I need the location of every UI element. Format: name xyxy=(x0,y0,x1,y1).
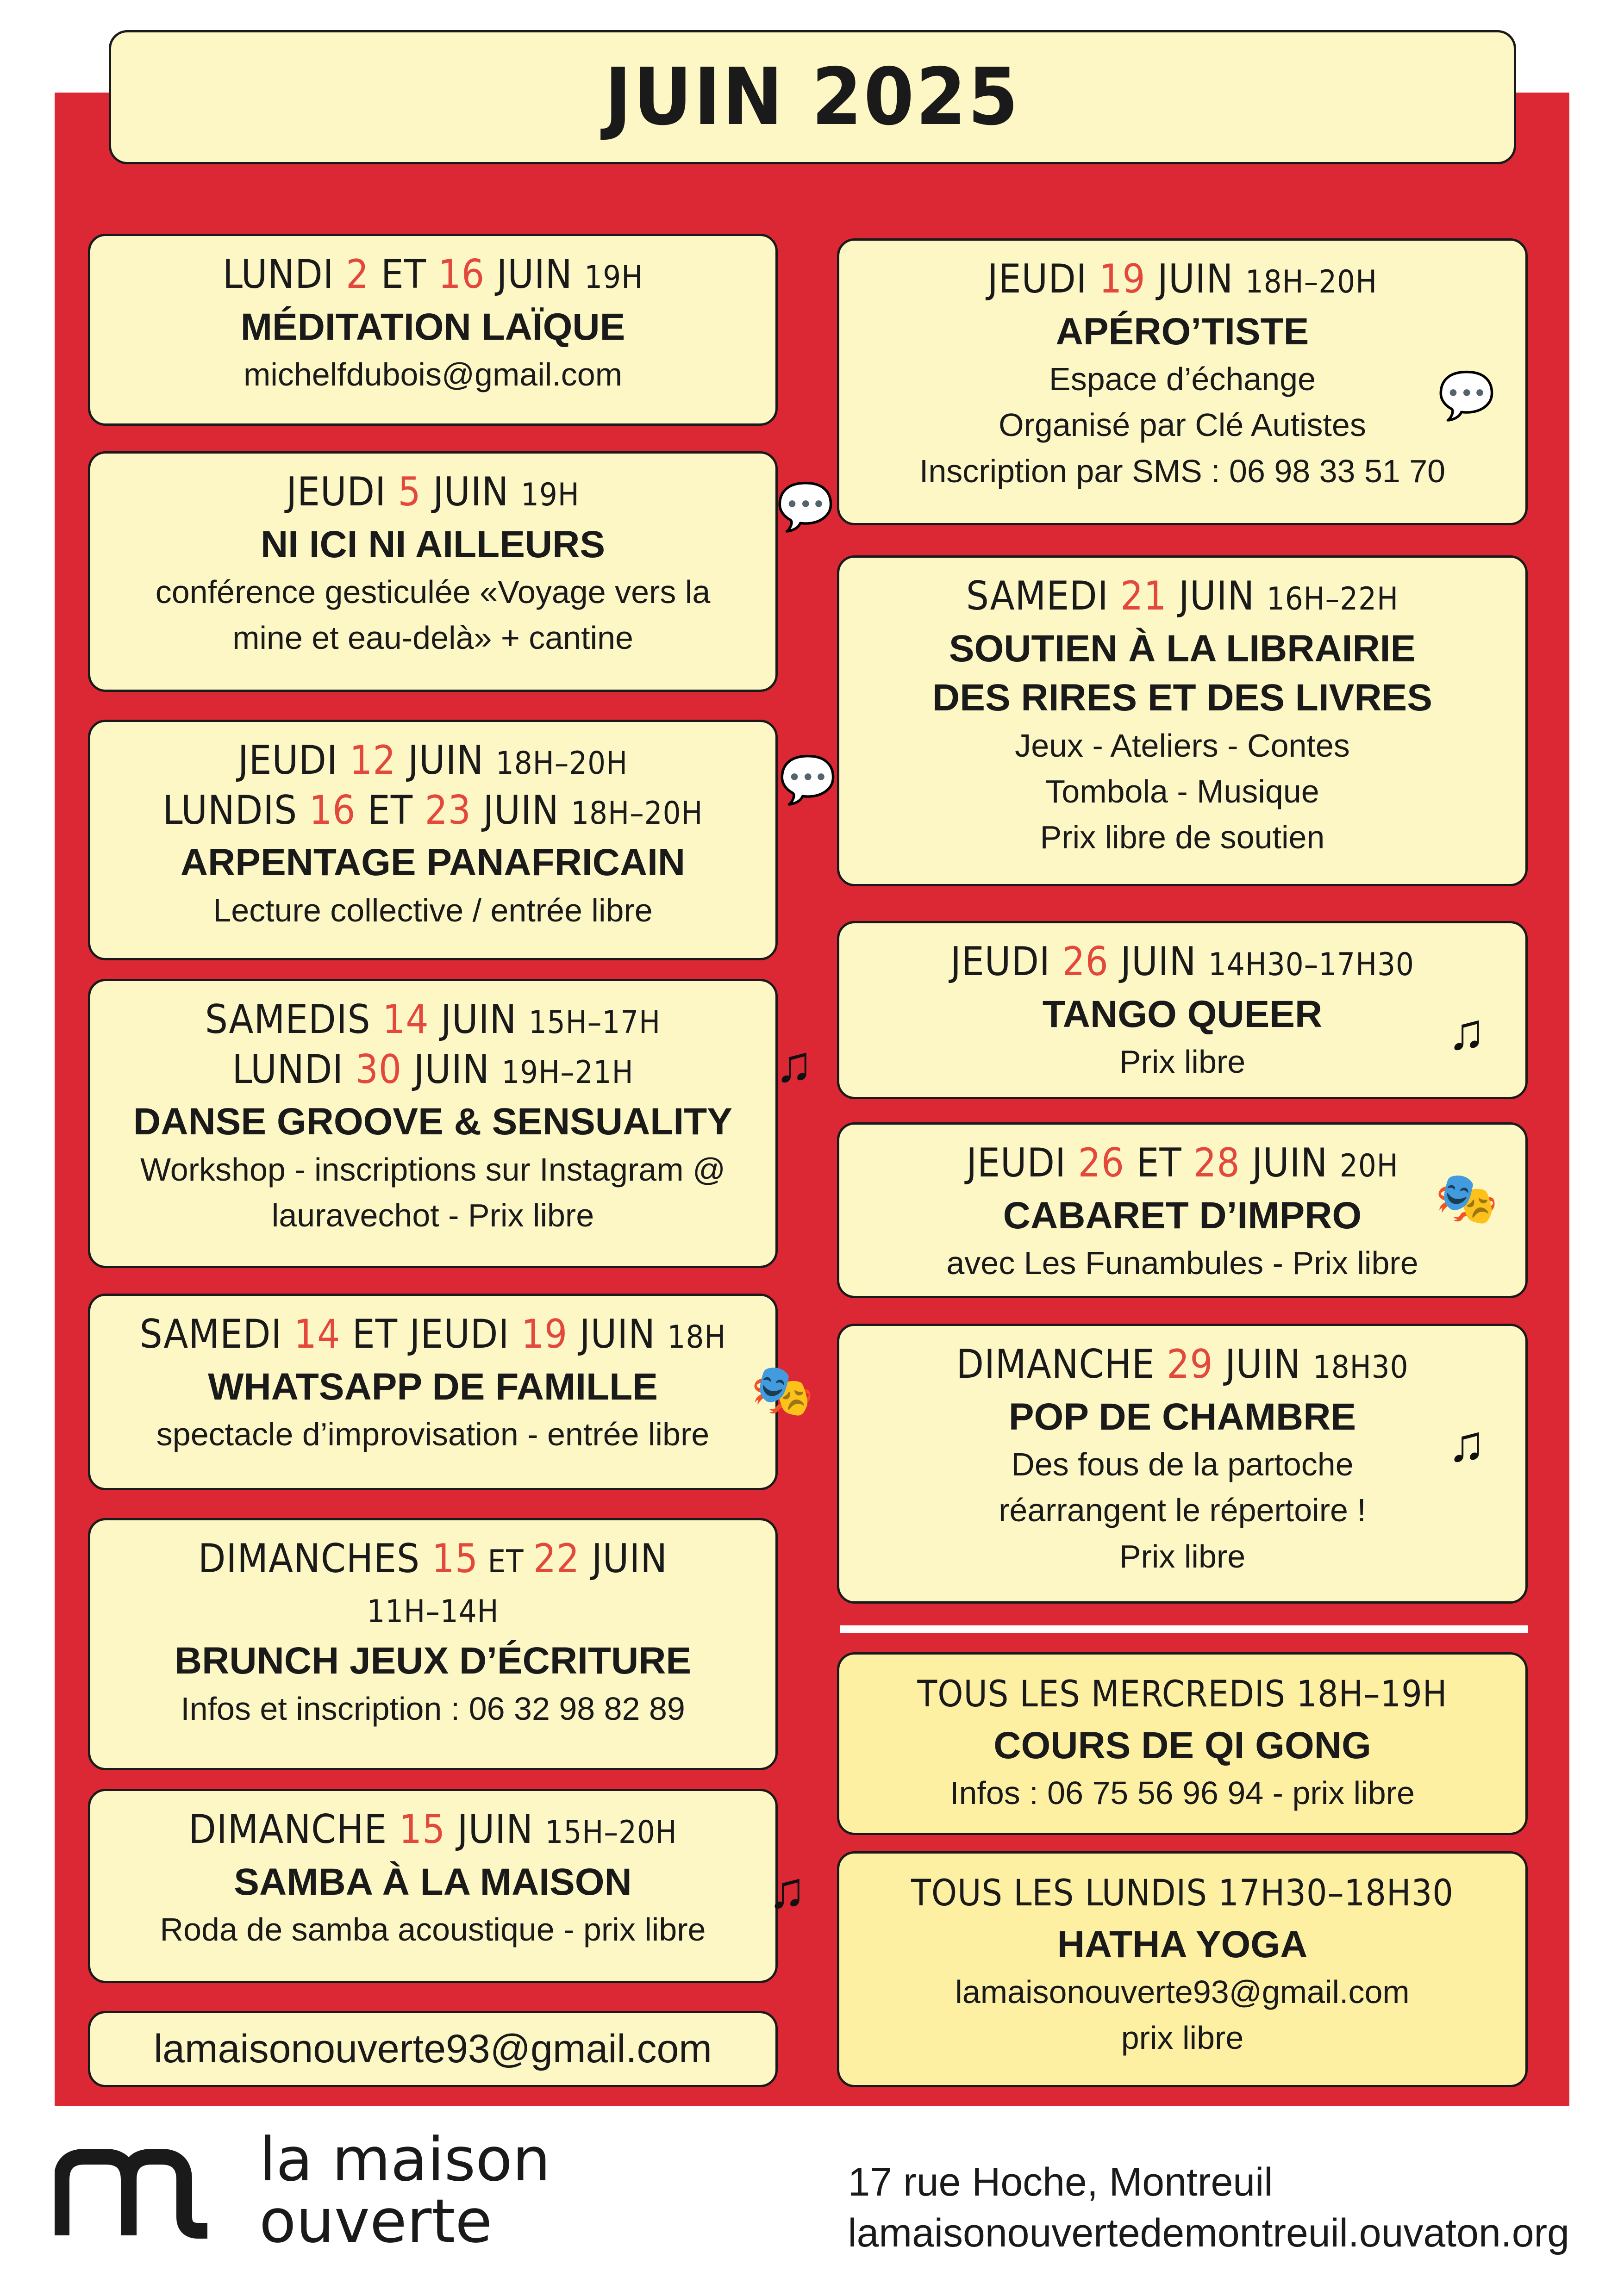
event-name: NI ICI NI AILLEURS xyxy=(260,523,606,566)
event-detail: Infos et inscription : 06 32 98 82 89 xyxy=(181,1690,685,1727)
date-text: JUIN xyxy=(485,251,585,298)
date-text: DIMANCHES xyxy=(198,1536,432,1582)
event-date xyxy=(839,1139,1525,1188)
brand-name xyxy=(259,2124,551,2256)
brand-line-1: la maison xyxy=(259,2124,551,2195)
event-name-line-2: DES RIRES ET DES LIVRES xyxy=(932,677,1432,719)
date-text: JEUDI xyxy=(987,256,1099,302)
date-number: 23 xyxy=(425,787,471,834)
date-text: JUIN xyxy=(402,1046,502,1093)
date-text: JUIN xyxy=(445,1806,545,1853)
music-icon: ♫ xyxy=(775,1036,813,1093)
event-detail: réarrangent le répertoire ! xyxy=(999,1492,1366,1529)
event-card xyxy=(837,1851,1528,2087)
date-text: SAMEDIS xyxy=(205,996,383,1043)
event-detail: conférence gesticulée «Voyage vers la xyxy=(155,574,711,610)
date-text: TOUS LES MERCREDIS 18H–19H xyxy=(917,1674,1448,1715)
date-number: 19 xyxy=(1099,256,1146,302)
event-card xyxy=(88,1294,814,1490)
event-time: 18H–20H xyxy=(571,795,703,832)
event-date xyxy=(90,1045,775,1095)
date-number: 14 xyxy=(294,1311,341,1357)
event-name: CABARET D’IMPRO xyxy=(1003,1194,1362,1237)
date-text: JUIN xyxy=(1145,256,1245,302)
event-card xyxy=(837,1122,1528,1298)
date-text: JUIN xyxy=(568,1311,668,1357)
event-name: SAMBA À LA MAISON xyxy=(234,1860,632,1903)
event-time: 18H30 xyxy=(1312,1349,1409,1386)
event-detail: Jeux - Ateliers - Contes xyxy=(1015,727,1350,764)
address-block xyxy=(848,2157,1570,2259)
event-date xyxy=(839,1340,1525,1390)
event-time: 16H–22H xyxy=(1266,581,1399,617)
event-card xyxy=(837,1652,1528,1835)
date-text: LUNDI xyxy=(232,1046,356,1093)
date-number: 26 xyxy=(1062,939,1109,985)
date-number: 19 xyxy=(521,1311,568,1357)
event-card xyxy=(88,1518,778,1770)
date-text: SAMEDI xyxy=(966,573,1121,619)
title-banner xyxy=(109,30,1516,164)
event-detail: Infos : 06 75 56 96 94 - prix libre xyxy=(950,1775,1415,1811)
event-time: 19H xyxy=(584,259,643,296)
event-time: 14H30–17H30 xyxy=(1208,946,1414,983)
event-time: 15H–17H xyxy=(528,1004,661,1041)
event-detail: lauravechot - Prix libre xyxy=(271,1197,594,1233)
date-number: 15 xyxy=(431,1536,479,1582)
event-detail: prix libre xyxy=(1121,2020,1244,2056)
date-text: JEUDI xyxy=(966,1140,1078,1186)
event-name: HATHA YOGA xyxy=(1057,1923,1308,1966)
event-name: POP DE CHAMBRE xyxy=(1008,1395,1356,1438)
date-number: 26 xyxy=(1078,1140,1124,1186)
chat-icon: 💬 xyxy=(776,481,835,533)
event-date xyxy=(90,1805,775,1855)
street-address: 17 rue Hoche, Montreuil xyxy=(848,2160,1273,2204)
event-detail: Inscription par SMS : 06 98 33 51 70 xyxy=(919,453,1446,489)
event-name: TANGO QUEER xyxy=(1042,993,1323,1035)
event-time: 18H xyxy=(667,1319,726,1356)
event-time: 19H–21H xyxy=(501,1054,634,1091)
date-number: 5 xyxy=(398,469,421,515)
event-date xyxy=(839,1867,1525,1917)
event-detail: Tombola - Musique xyxy=(1045,773,1319,810)
date-text: TOUS LES LUNDIS 17H30–18H30 xyxy=(911,1873,1454,1914)
theater-masks-icon: 🎭 xyxy=(750,1362,814,1419)
event-date xyxy=(90,1310,775,1360)
event-card xyxy=(837,555,1528,886)
date-number: 21 xyxy=(1120,573,1167,619)
date-text: ET xyxy=(356,787,425,834)
chat-icon: 💬 xyxy=(779,754,837,806)
date-text: DIMANCHE xyxy=(188,1806,399,1853)
event-name: SOUTIEN À LA LIBRAIRIE xyxy=(949,627,1416,670)
event-time: 19H xyxy=(520,477,580,513)
event-date xyxy=(839,572,1525,622)
event-card xyxy=(837,238,1528,525)
date-number: 2 xyxy=(346,251,369,298)
event-date xyxy=(839,255,1525,305)
chat-icon: 💬 xyxy=(1437,370,1496,422)
event-detail: Roda de samba acoustique - prix libre xyxy=(160,1911,706,1948)
date-number: 28 xyxy=(1193,1140,1240,1186)
event-detail: avec Les Funambules - Prix libre xyxy=(946,1245,1418,1282)
event-card xyxy=(88,234,778,426)
event-name: ARPENTAGE PANAFRICAIN xyxy=(180,841,686,884)
event-detail[interactable]: lamaisonouverte93@gmail.com xyxy=(955,1974,1410,2010)
date-number: 30 xyxy=(355,1046,402,1093)
theater-masks-icon: 🎭 xyxy=(1435,1170,1499,1227)
date-text: JUIN xyxy=(1108,939,1209,985)
event-time: ET xyxy=(478,1543,533,1580)
event-date xyxy=(90,736,775,786)
date-number: 14 xyxy=(382,996,429,1043)
event-card xyxy=(837,921,1528,1099)
event-name: MÉDITATION LAÏQUE xyxy=(240,305,625,348)
date-text: LUNDI xyxy=(222,251,346,298)
music-icon: ♫ xyxy=(1447,1415,1486,1472)
event-date xyxy=(90,995,775,1045)
event-detail: Espace d’échange xyxy=(1049,361,1316,398)
date-number: 29 xyxy=(1167,1341,1213,1388)
event-time: 18H–20H xyxy=(495,745,628,782)
event-time: 18H–20H xyxy=(1245,264,1378,300)
event-detail: Des fous de la partoche xyxy=(1011,1446,1354,1483)
event-card xyxy=(88,720,837,960)
date-text: JUIN xyxy=(396,737,496,784)
date-text: DIMANCHE xyxy=(956,1341,1167,1388)
date-text: JEUDI xyxy=(950,939,1062,985)
date-text: JUIN xyxy=(471,787,571,834)
event-card xyxy=(88,979,813,1268)
event-detail: Workshop - inscriptions sur Instagram @ xyxy=(140,1151,726,1188)
page-title: JUIN 2025 xyxy=(605,51,1020,143)
event-name: BRUNCH JEUX D’ÉCRITURE xyxy=(174,1640,692,1682)
date-text: ET xyxy=(369,251,438,298)
date-text: JEUDI xyxy=(237,737,350,784)
event-detail: Prix libre xyxy=(1119,1538,1246,1574)
event-name: DANSE GROOVE & SENSUALITY xyxy=(133,1101,732,1143)
date-text: ET JEUDI xyxy=(340,1311,521,1357)
maison-ouverte-logo-icon xyxy=(55,2147,207,2240)
event-time: 11H–14H xyxy=(367,1593,499,1630)
event-date xyxy=(90,467,775,517)
date-text: JUIN xyxy=(1213,1341,1313,1388)
event-time: 20H xyxy=(1339,1148,1399,1184)
event-name: APÉRO’TISTE xyxy=(1056,310,1309,353)
event-detail: Lecture collective / entrée libre xyxy=(213,892,653,928)
event-date xyxy=(839,937,1525,987)
event-date xyxy=(90,786,775,836)
music-icon: ♫ xyxy=(768,1862,806,1919)
event-detail: spectacle d’improvisation - entrée libre xyxy=(156,1416,710,1453)
brand-line-2: ouverte xyxy=(259,2185,493,2256)
section-divider xyxy=(840,1625,1528,1633)
event-name: COURS DE QI GONG xyxy=(993,1724,1371,1767)
date-text: JUIN xyxy=(1167,573,1267,619)
date-number: 16 xyxy=(438,251,485,298)
event-date xyxy=(90,250,775,300)
event-card xyxy=(88,451,835,692)
date-text: JUIN xyxy=(421,469,521,515)
event-detail: Prix libre de soutien xyxy=(1040,819,1325,856)
event-detail: Organisé par Clé Autistes xyxy=(999,407,1366,443)
date-number: 22 xyxy=(533,1536,580,1582)
event-date xyxy=(90,1584,775,1634)
contact-email-card xyxy=(88,2011,778,2087)
event-card xyxy=(837,1324,1528,1604)
event-name: WHATSAPP DE FAMILLE xyxy=(208,1365,658,1408)
event-date xyxy=(839,1668,1525,1718)
website-link[interactable]: lamaisonouvertedemontreuil.ouvaton.org xyxy=(848,2211,1569,2256)
date-text: ET xyxy=(1124,1140,1194,1186)
date-number: 16 xyxy=(309,787,356,834)
event-detail: Prix libre xyxy=(1119,1044,1246,1080)
date-text: JUIN xyxy=(1240,1140,1340,1186)
event-detail[interactable]: michelfdubois@gmail.com xyxy=(243,356,623,393)
date-text: SAMEDI xyxy=(139,1311,294,1357)
date-text: LUNDIS xyxy=(162,787,309,834)
date-text: JUIN xyxy=(580,1536,668,1582)
event-card xyxy=(88,1789,806,1983)
date-text: JEUDI xyxy=(286,469,398,515)
contact-email[interactable]: lamaisonouverte93@gmail.com xyxy=(154,2027,712,2071)
event-time: 15H–20H xyxy=(545,1814,677,1851)
date-number: 12 xyxy=(350,737,396,784)
event-detail: mine et eau-delà» + cantine xyxy=(232,620,633,656)
music-icon: ♫ xyxy=(1447,1003,1486,1060)
date-text: JUIN xyxy=(429,996,529,1043)
date-number: 15 xyxy=(399,1806,446,1853)
event-date xyxy=(90,1534,775,1584)
